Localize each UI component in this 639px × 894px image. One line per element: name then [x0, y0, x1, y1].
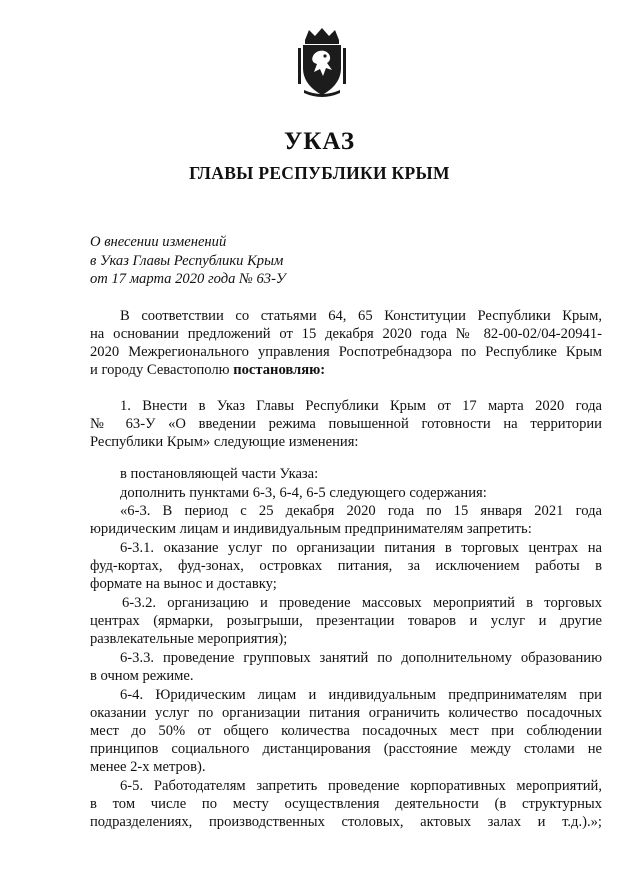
paragraph-line: развлекательные мероприятия);: [90, 631, 288, 647]
preamble-line: 2020 Межрегионального управления Роспотребнадзора по Республике Крым: [90, 344, 602, 360]
document-subject: [90, 233, 286, 289]
paragraph-line: 6-5. Работодателям запретить проведение корпоративных мероприятий,: [120, 778, 602, 794]
paragraph-line: фуд-кортах, фуд-зонах, островках питания, за исключением работы в: [90, 558, 602, 574]
paragraph-line: мест до 50% от общего количества посадочных мест при соблюдении: [90, 723, 602, 739]
paragraph-line: 1. Внести в Указ Главы Республики Крым от 17 марта 2020 года: [120, 398, 602, 414]
preamble-resolve: постановляю:: [233, 362, 326, 378]
paragraph-line: № 63-У «О введении режима повышенной готовности на территории: [90, 416, 602, 432]
paragraph-line: формате на вынос и доставку;: [90, 576, 277, 592]
paragraph-line: менее 2-х метров).: [90, 759, 206, 775]
document-subtitle: ГЛАВЫ РЕСПУБЛИКИ КРЫМ: [189, 163, 450, 183]
paragraph-line: подразделениях, производственных столовых, актовых залах и т.д.).»;: [90, 814, 602, 830]
paragraph-line: центрах (ярмарки, розыгрыши, презентации товаров и услуг и другие: [90, 613, 602, 629]
preamble-line: В соответствии со статьями 64, 65 Конституции Республики Крым,: [120, 308, 602, 324]
paragraph-line: принципов социального дистанцирования (расстояние между столами не: [90, 741, 602, 757]
paragraph-line: «6-3. В период с 25 декабря 2020 года по 15 января 2021 года: [120, 503, 602, 519]
subject-line: О внесении изменений: [90, 234, 227, 250]
subject-line: в Указ Главы Республики Крым: [90, 252, 284, 269]
paragraph-line: в том числе по месту осуществления деятельности (в структурных: [90, 796, 602, 812]
document-title: УКАЗ: [283, 128, 356, 155]
coat-of-arms-emblem-icon: [296, 26, 348, 98]
paragraph-line: 6-4. Юридическим лицам и индивидуальным предпринимателям при: [120, 687, 602, 703]
paragraph-line: дополнить пунктами 6-3, 6-4, 6-5 следующего содержания:: [120, 485, 487, 501]
preamble-line: на основании предложений от 15 декабря 2020 года № 82-00-02/04-20941-: [90, 326, 602, 342]
paragraph-line: юридическим лицам и индивидуальным предпринимателям запретить:: [90, 521, 532, 537]
paragraph-line: 6-3.1. оказание услуг по организации питания в торговых центрах на: [120, 540, 602, 556]
paragraph-line: в очном режиме.: [90, 668, 194, 684]
paragraph-line: 6-3.2. организацию и проведение массовых мероприятий в торговых: [122, 595, 602, 611]
paragraph-line: оказании услуг по организации питания ограничить количество посадочных: [90, 705, 602, 721]
preamble-line: [90, 361, 560, 379]
preamble-text: и городу Севастополю: [90, 362, 234, 378]
paragraph-line: 6-3.3. проведение групповых занятий по дополнительному образованию: [120, 650, 602, 666]
subject-line: от 17 марта 2020 года № 63-У: [90, 271, 286, 287]
paragraph-line: в постановляющей части Указа:: [120, 466, 319, 482]
paragraph-line: Республики Крым» следующие изменения:: [90, 434, 359, 450]
